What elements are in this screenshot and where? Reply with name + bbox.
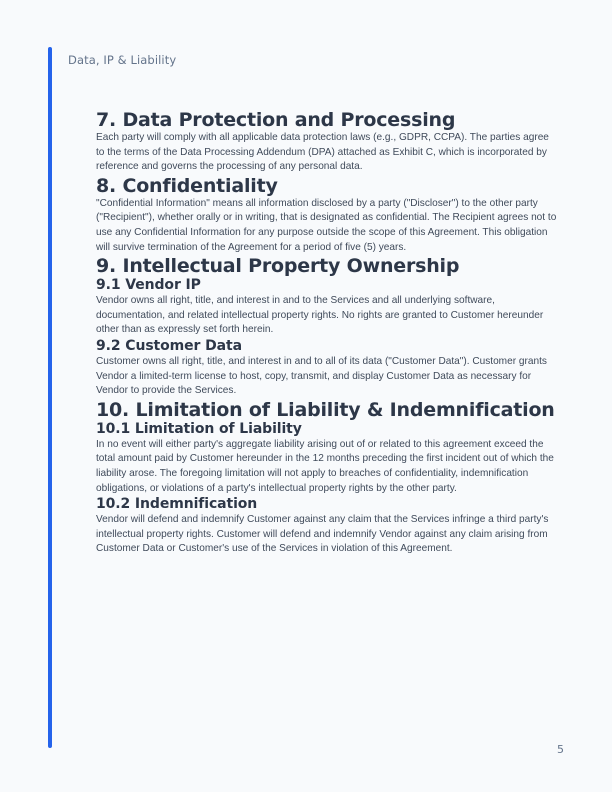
subsection-heading: 9.1 Vendor IP: [96, 277, 201, 294]
subsection-paragraph: Vendor will defend and indemnify Customer against any claim that the Services infringe a third party's intellectual property rights. Customer will defend and indemnify Vendor against any claim arising from Customer Data or Customer's use of the Services in violation of this Agreement.: [96, 514, 549, 555]
section-ip-ownership: [96, 255, 558, 399]
subsection-customer-data: [96, 338, 558, 399]
section-heading: 10. Limitation of Liability & Indemnification: [96, 398, 555, 421]
subsection-heading: 10.1 Limitation of Liability: [96, 420, 302, 437]
page-number: 5: [557, 743, 564, 756]
section-heading: 8. Confidentiality: [96, 174, 278, 197]
subsection-limitation-of-liability: [96, 421, 558, 496]
section-liability-indemnification: [96, 399, 558, 557]
section-data-protection: [96, 109, 558, 175]
section-confidentiality: [96, 175, 558, 255]
subsection-paragraph: In no event will either party's aggregate liability arising out of or related to this agreement exceed the total amount paid by Customer hereunder in the 12 months preceding the first incident out of which the liability arose. The foregoing limitation will not apply to breaches of confidentiality, indemnification obligations, or violations of a party's intellectual property rights by the other party.: [96, 438, 554, 494]
section-heading: 9. Intellectual Property Ownership: [96, 255, 460, 278]
section-paragraph: "Confidential Information" means all information disclosed by a party ("Discloser") to the other party ("Recipient"), whether orally or in writing, that is designated as confidential. The Recipient agrees not to use any Confidential Information for any purpose outside the scope of this Agreement. This obligation will survive termination of the Agreement for a period of five (5) years.: [96, 197, 557, 253]
accent-bar: [48, 47, 52, 748]
subsection-paragraph: Customer owns all right, title, and interest in and to all of its data ("Customer Data"). Customer grants Vendor a limited-term license to host, copy, transmit, and display Customer Data as necessary for Vendor to provide the Services.: [96, 355, 547, 397]
subsection-heading: 10.2 Indemnification: [96, 496, 258, 513]
subsection-indemnification: [96, 496, 558, 557]
section-paragraph: Each party will comply with all applicable data protection laws (e.g., GDPR, CCPA). The parties agree to the terms of the Data Processing Addendum (DPA) attached as Exhibit C, which is incorporated by reference and governs the processing of any personal data.: [96, 132, 549, 173]
document-body: [96, 109, 558, 557]
section-heading: 7. Data Protection and Processing: [96, 109, 456, 131]
subsection-heading: 9.2 Customer Data: [96, 337, 242, 354]
subsection-vendor-ip: [96, 277, 558, 338]
running-header: Data, IP & Liability: [68, 53, 177, 67]
subsection-paragraph: Vendor owns all right, title, and interest in and to the Services and all underlying software, documentation, and related intellectual property rights. No rights are granted to Customer hereunder other than as expressly set forth herein.: [96, 295, 544, 336]
